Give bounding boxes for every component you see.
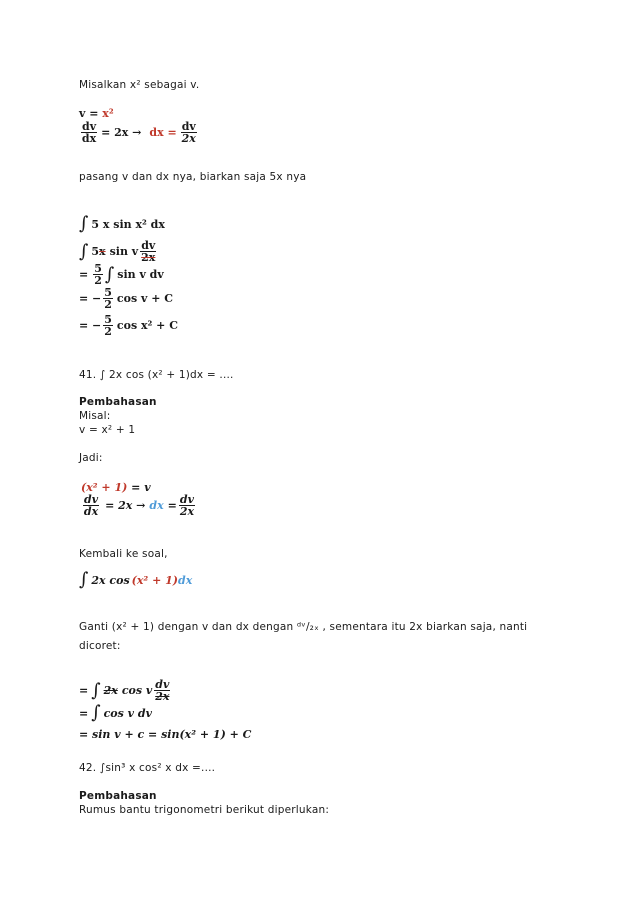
step-2 [79,240,158,263]
eq-sign: = [79,268,89,281]
frac-dv-2x [154,679,170,702]
step-4-rest: cos v + C [116,292,174,305]
frac-num: 5 [94,262,102,275]
x2plus1-red: (x² + 1) [131,573,178,587]
frac-den-crossed: 2x [155,690,170,703]
integral-icon: ∫ [79,213,89,234]
dx-blue: dx [178,573,193,587]
frac-den: 2 [104,325,112,338]
eq-sign: = [79,684,89,697]
integral-icon: ∫ [91,702,101,723]
step-3 [79,263,164,286]
pembahasan-heading-2: Pembahasan [79,790,157,802]
g2-rest: cos v dv [103,706,152,720]
step-5 [79,314,178,337]
misal-label: Misal: [79,410,111,422]
step-5-rest: cos x² + C [116,319,178,332]
g-step-2 [79,702,152,723]
dicoret-text: dicoret: [79,640,121,652]
g-step-1 [79,679,172,702]
eq-minus: = − [79,319,102,332]
step-4 [79,287,173,310]
k1-2xcos: 2x cos [91,573,130,587]
frac-5-2 [93,263,103,286]
frac-num: 5 [104,286,112,299]
eq-v: = v [131,481,151,494]
frac-dv-2x [181,121,197,144]
integral-icon: ∫ [79,240,89,262]
x2plus1-red: (x² + 1) [81,481,128,494]
dx-red: dx = [149,126,177,139]
g-step-3: = sin v + c = sin(x² + 1) + C [79,728,252,741]
question-41: 41. ∫ 2x cos (x² + 1)dx = .... [79,369,234,381]
crossed-x: x [99,245,106,258]
frac-dv-2x [140,240,156,263]
formula-derivative [79,121,199,144]
frac-num: dv [84,493,99,506]
formula-v-def [79,107,114,120]
frac-den: dx [83,505,99,518]
step-1 [79,213,165,234]
eq-2x-arrow: = 2x → [105,499,146,512]
frac-num: dv [155,678,170,691]
step-3-rest: sin v dv [117,268,164,281]
frac-dv-dx [83,494,99,517]
x2-red: x² [102,107,114,120]
integral-icon: ∫ [91,679,101,701]
integral-icon: ∫ [104,263,115,285]
v-definition: v = x² + 1 [79,424,136,436]
frac-dv-dx [81,121,97,144]
intro-text: Misalkan x² sebagai v. [79,79,200,91]
frac-num: dv [181,120,196,133]
pasang-text: pasang v dan dx nya, biarkan saja 5x nya [79,171,307,183]
pembahasan-heading: Pembahasan [79,396,157,408]
eq-2x-arrow: = 2x → [101,126,142,139]
frac-num: dv [141,239,156,252]
frac-num: 5 [104,313,112,326]
jadi-label: Jadi: [79,452,103,464]
ganti-text: Ganti (x² + 1) dengan v dan dx dengan ᵈᵛ/₂ₓ , sementara itu 2x biarkan saja, nanti [79,621,528,633]
frac-den: 2 [94,274,102,287]
formula-integral-original [79,569,193,590]
frac-num: dv [179,493,194,506]
sin-v: sin v [109,245,139,258]
frac-dv-2x [179,494,195,517]
cos-v: cos v [121,684,153,697]
eq-sign: = [167,499,177,512]
eq-sign: = [79,706,89,720]
kembali-label: Kembali ke soal, [79,548,168,560]
frac-den-crossed: 2x [141,251,156,264]
eq-minus: = − [79,292,102,305]
frac-den: 2x [181,132,196,145]
crossed-2x: 2x [103,684,118,697]
frac-den: dx [81,132,97,145]
coef-5: 5 [91,245,100,258]
formula-dv-dx [81,494,197,517]
v-eq: v = [79,107,103,120]
frac-num: dv [82,120,97,133]
frac-5-2 [103,314,113,337]
question-42: 42. ∫sin³ x cos² x dx =.... [79,762,216,774]
integral-icon: ∫ [79,569,89,590]
dx-blue: dx [149,499,164,512]
frac-den: 2x [179,505,195,518]
step-1-text: 5 x sin x² dx [91,217,165,231]
frac-den: 2 [104,298,112,311]
rumus-text: Rumus bantu trigonometri berikut diperlukan: [79,804,330,816]
frac-5-2 [103,287,113,310]
